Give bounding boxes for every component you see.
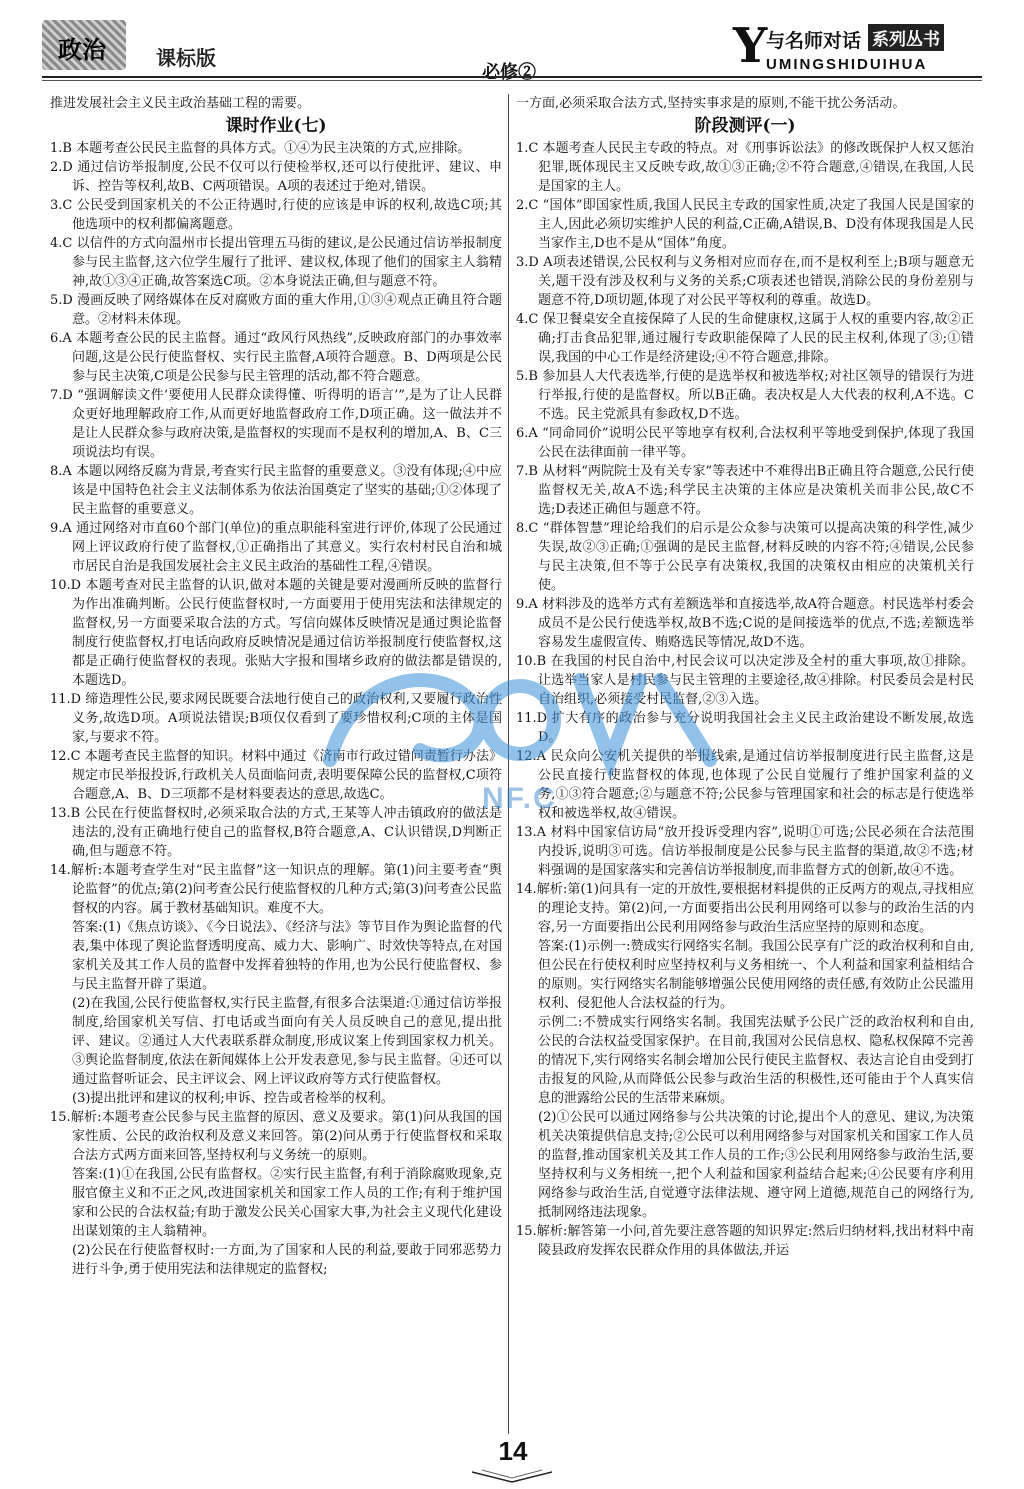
answer-item: 3.D A项表述错误,公民权利与义务相对应而存在,而不是权利至上;B项与题意无关,题干没有涉及权利与义务的关系;C项表述也错误,消除公民的身份差别与题意不符,D项切题,体现了对公民平等权利的尊重。故选D。 (516, 255, 974, 308)
answer-item: 4.C 以信件的方式向温州市长提出管理五马街的建议,是公民通过信访举报制度参与民主监督,这六位学生履行了批评、建议权,体现了他们的国家主人翁精神,故①③④正确,故答案选C项。②本身说法正确,但与题意不符。 (50, 236, 502, 289)
answer-item: 2.D 通过信访举报制度,公民不仅可以行使检举权,还可以行使批评、建议、申诉、控告等权利,故B、C两项错误。A项的表述过于绝对,错误。 (50, 160, 502, 194)
answer-item: 6.A 本题考查公民的民主监督。通过“政风行风热线”,反映政府部门的办事效率问题,这是公民行使监督权、实行民主监督,A项符合题意。B、D两项是公民参与民主决策,C项是公民参与民主管理的活动,都不符合题意。 (50, 331, 502, 384)
answer-item: 1.C 本题考查人民民主专政的特点。对《刑事诉讼法》的修改既保护人权又惩治犯罪,既体现民主又反映专政,故①③正确;②不符合题意,④错误,在我国,人民是国家的主人。 (516, 141, 974, 194)
right-column (516, 94, 974, 1434)
page-number: 14 (498, 1436, 528, 1466)
brand-title: 与名师对话 (766, 30, 862, 52)
right-intro: 一方面,必须采取合法方式,坚持实事求是的原则,不能干扰公务活动。 (516, 96, 906, 111)
section-title-homework-7: 课时作业(七) (225, 116, 327, 136)
answer-item: 8.A 本题以网络反腐为背景,考查实行民主监督的重要意义。③没有体现;④中应该是中国特色社会主义法制体系为依法治国奠定了坚实的基础;①②体现了民主监督的重要意义。 (50, 464, 502, 517)
answer-detail: (2)在我国,公民行使监督权,实行民主监督,有很多合法渠道:①通过信访举报制度,给国家机关写信、打电话或当面向有关人员反映自己的意见,提出批评、建议。②通过人大代表联系群众制度,形成议案上传到国家权力机关。③舆论监督制度,依法在新闻媒体上公开发表意见,参与民主监督。④还可以通过监督听证会、民主评议会、网上评议政府等方式行使监督权。 (72, 996, 502, 1087)
answer-detail: 答案:(1)示例一:赞成实行网络实名制。我国公民享有广泛的政治权利和自由,但公民在行使权利时应坚持权利与义务相统一、个人利益和国家利益相结合的原则。实行网络实名制能够增强公民使用网络的责任感,有效防止公民滥用权利、侵犯他人合法权益的行为。 (538, 939, 974, 1011)
footer-ornament-icon (472, 1468, 552, 1484)
answer-item: 9.A 材料涉及的选举方式有差额选举和直接选举,故A符合题意。村民选举村委会成员不是公民行使选举权,故B不选;C说的是间接选举的优点,不选;差额选举容易发生虚假宣传、贿赂选民等情况,故D不选。 (516, 597, 974, 650)
answer-item: 7.B 从材料“两院院士及有关专家”等表述中不难得出B正确且符合题意,公民行使监督权无关,故A不选;科学民主决策的主体应是决策机关而非公民,故C不选;D表述正确但与题意不符。 (516, 464, 974, 517)
answer-detail: (3)提出批评和建议的权利;申诉、控告或者检举的权利。 (72, 1091, 394, 1106)
answer-detail: (2)公民在行使监督权时:一方面,为了国家和人民的利益,要敢于同邪恶势力进行斗争,勇于使用宪法和法律规定的监督权; (72, 1243, 502, 1277)
answer-detail: (2)①公民可以通过网络参与公共决策的讨论,提出个人的意见、建议,为决策机关决策提供信息支持;②公民可以利用网络参与对国家机关和国家工作人员的监督,推动国家机关及其工作人员的工作;③公民利用网络参与政治生活,要坚持权利与义务相统一,把个人利益和国家利益结合起来;④公民要有序利用网络参与政治生活,自觉遵守法律法规、遵守网上道德,规范自己的网络行为,抵制网络违法现象。 (538, 1110, 974, 1220)
answer-item: 11.D 缔造理性公民,要求网民既要合法地行使自己的政治权利,又要履行政治性义务,故选D项。A项说法错误;B项仅仅看到了要珍惜权利;C项的主体是国家,与要求不符。 (50, 692, 502, 745)
answer-detail: 答案:(1)《焦点访谈》、《今日说法》、《经济与法》等节目作为舆论监督的代表,集中体现了舆论监督透明度高、威力大、影响广、时效快等特点,在对国家机关及其工作人员的监督中发挥着独特的作用,也为公民行使监督权、参与民主监督开辟了渠道。 (72, 920, 502, 992)
brand-logo-letter: Y (733, 18, 768, 74)
answer-item: 12.C 本题考查民主监督的知识。材料中通过《济南市行政过错问责暂行办法》规定市民举报投诉,行政机关人员面临问责,表明要保障公民的监督权,C项符合题意,A、B、D三项都不是材料要表达的意思,故选C。 (50, 749, 502, 802)
subject-title: 政治 (58, 35, 106, 64)
answer-item: 7.D “强调解读文件‘要使用人民群众读得懂、听得明的语言’”,是为了让人民群众更好地理解政府工作,从而更好地监督政府工作,D项正确。这一做法并不是让人民群众参与政府决策,是监督权的实现而不是权利的增加,A、B、C三项说法均有误。 (50, 388, 502, 460)
edition-label: 课标版 (156, 46, 216, 70)
answer-detail: 答案:(1)①在我国,公民有监督权。②实行民主监督,有利于消除腐败现象,克服官僚主义和不正之风,改进国家机关和国家工作人员的工作;有利于维护国家和公民的合法权益;有助于激发公民关心国家大事,为社会主义现代化建设出谋划策的主人翁精神。 (72, 1167, 502, 1239)
answer-item: 8.C “群体智慧”理论给我们的启示是公众参与决策可以提高决策的科学性,减少失误,故②③正确;①强调的是民主监督,材料反映的内容不符;④错误,公民参与民主决策,但不等于公民享有决策权,我国的决策权由相应的决策机关行使。 (516, 521, 974, 593)
page-header (0, 0, 1024, 92)
left-column (50, 94, 502, 1434)
answer-item: 15.解析:本题考查公民参与民主监督的原因、意义及要求。第(1)问从我国的国家性质、公民的政治权利及意义来回答。第(2)问从勇于行使监督权和采取合法方式两方面来回答,坚持权利与义务统一的原则。 (50, 1110, 502, 1163)
answer-item: 6.A “同命同价”说明公民平等地享有权利,合法权利平等地受到保护,体现了我国公民在法律面前一律平等。 (516, 426, 974, 460)
section-title-stage-test-1: 阶段测评(一) (694, 116, 796, 136)
answer-item: 10.D 本题考查对民主监督的认识,做对本题的关键是要对漫画所反映的监督行为作出准确判断。公民行使监督权时,一方面要用于使用宪法和法律规定的监督权,另一方面要采取合法的方式。写信向媒体反映情况是通过舆论监督制度行使监督权,打电话向政府反映情况是通过信访举报制度行使监督权,这都是正确行使监督权的表现。张贴大字报和围堵乡政府的做法都是错误的,本题选D。 (50, 578, 502, 688)
answer-item: 5.D 漫画反映了网络媒体在反对腐败方面的重大作用,①③④观点正确且符合题意。②材料未体现。 (50, 293, 502, 327)
answer-item: 12.A 民众向公安机关提供的举报线索,是通过信访举报制度进行民主监督,这是公民直接行使监督权的体现,也体现了公民自觉履行了维护国家利益的义务,①③符合题意;②与题意不符;公民参与管理国家和社会的标志是行使选举权和被选举权,故④错误。 (516, 749, 974, 821)
answer-detail: 示例二:不赞成实行网络实名制。我国宪法赋予公民广泛的政治权利和自由,公民的合法权益受国家保护。在目前,我国对公民信息权、隐私权保障不完善的情况下,实行网络实名制会增加公民行使民主监督权、表达言论自由受到打击报复的风险,从而降低公民参与政治生活的积极性,还可能由于个人真实信息的泄露给公民的生活带来麻烦。 (538, 1015, 974, 1106)
answer-item: 2.C “国体”即国家性质,我国人民民主专政的国家性质,决定了我国人民是国家的主人,因此必须切实维护人民的利益,C正确,A错误,B、D没有体现我国是人民当家作主,D也不是从“国体”角度。 (516, 198, 974, 251)
answer-item: 14.解析:本题考查学生对“民主监督”这一知识点的理解。第(1)问主要考查“舆论监督”的优点;第(2)问考查公民行使监督权的几种方式;第(3)问考查公民监督权的内容。属于教材基础知识。难度不大。 (50, 863, 502, 916)
volume-label: 必修② (482, 62, 536, 83)
answer-item: 14.解析:第(1)问具有一定的开放性,要根据材料提供的正反两方的观点,寻找相应的理论支持。第(2)问,一方面要指出公民利用网络可以参与的政治生活的内容,另一方面要指出公民利用网络参与政治生活应坚持的原则和态度。 (516, 882, 974, 935)
brand-pinyin: UMINGSHIDUIHUA (766, 56, 928, 73)
answer-item: 11.D 扩大有序的政治参与充分说明我国社会主义民主政治建设不断发展,故选D。 (516, 711, 974, 745)
answer-item: 13.A 材料中国家信访局“放开投诉受理内容”,说明①可选;公民必须在合法范围内投诉,说明③可选。信访举报制度是公民参与民主监督的渠道,故②不选;材料强调的是国家落实和完善信访举报制度,而非监督方式的创新,故④不选。 (516, 825, 974, 878)
brand-series-badge: 系列丛书 (868, 24, 944, 51)
answer-item: 1.B 本题考查公民民主监督的具体方式。①④为民主决策的方式,应排除。 (50, 141, 471, 156)
answer-item: 15.解析:解答第一小问,首先要注意答题的知识界定:然后归纳材料,找出材料中南陵县政府发挥农民群众作用的具体做法,并运 (516, 1224, 974, 1258)
left-intro: 推进发展社会主义民主政治基础工程的需要。 (50, 96, 311, 111)
answer-item: 13.B 公民在行使监督权时,必须采取合法的方式,王某等人冲击镇政府的做法是违法的,没有正确地行使自己的监督权,B符合题意,A、C认识错误,D判断正确,但与题意不符。 (50, 806, 502, 859)
answer-item: 3.C 公民受到国家机关的不公正待遇时,行使的应该是申诉的权利,故选C项;其他选项中的权利都偏离题意。 (50, 198, 502, 232)
answer-item: 9.A 通过网络对市直60个部门(单位)的重点职能科室进行评价,体现了公民通过网上评议政府行使了监督权,①正确指出了其意义。实行农村村民自治和城市居民自治是我国发展社会主义民主政治的基础性工程,④错误。 (50, 521, 502, 574)
answer-item: 10.B 在我国的村民自治中,村民会议可以决定涉及全村的重大事项,故①排除。让选举当家人是村民参与民主管理的主要途径,故④排除。村民委员会是村民自治组织,必须接受村民监督,②③入选。 (516, 654, 974, 707)
answer-item: 5.B 参加县人大代表选举,行使的是选举权和被选举权;对社区领导的错误行为进行举报,行使的是监督权。所以B正确。表决权是人大代表的权利,A不选。C不选。民主党派具有参政权,D不选。 (516, 369, 974, 422)
header-rule-thin (42, 80, 982, 81)
answer-item: 4.C 保卫餐桌安全直接保障了人民的生命健康权,这属于人权的重要内容,故②正确;打击食品犯罪,通过履行专政职能保障了人民的民主权利,体现了③;①错误,我国的中心工作是经济建设;④不符合题意,排除。 (516, 312, 974, 365)
header-rule (42, 76, 982, 78)
column-divider (508, 94, 509, 1434)
watermark-text: NF.C (482, 782, 557, 815)
